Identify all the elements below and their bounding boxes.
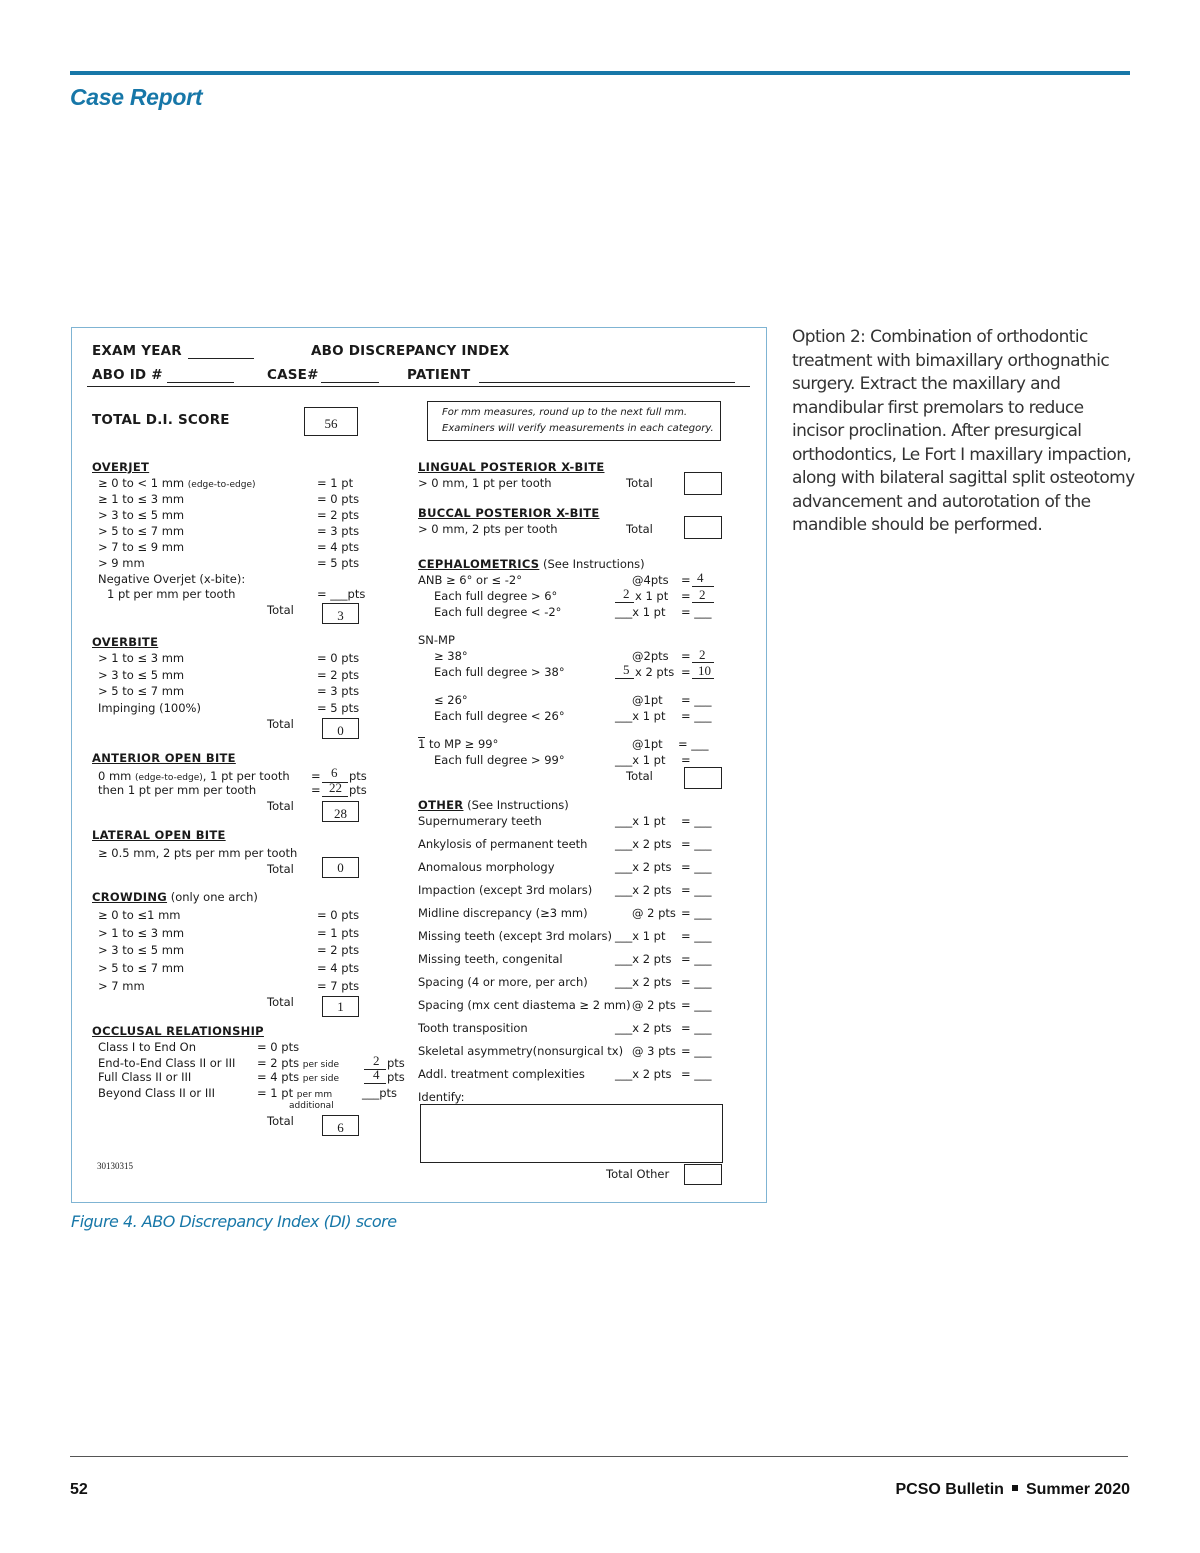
- occlusal-row: Full Class II or III: [98, 1070, 192, 1084]
- other-row: Impaction (except 3rd molars): [418, 883, 593, 897]
- occlusal-pts: = 0 pts: [257, 1040, 300, 1054]
- impa-each-label: Each full degree > 99°: [434, 753, 565, 767]
- overjet-row: > 7 to ≤ 9 mm: [98, 540, 185, 554]
- result-blank: = ___: [681, 814, 712, 828]
- impa-pts: @1pt: [632, 737, 663, 751]
- case-label: CASE#: [267, 367, 319, 383]
- total-label: Total: [267, 1114, 294, 1128]
- form-number: 30130315: [97, 1161, 133, 1171]
- overbite-pts: = 3 pts: [317, 684, 360, 698]
- total-di-box: [304, 407, 358, 436]
- occlusal-value: 2: [373, 1053, 380, 1068]
- result-blank: = ___: [678, 737, 709, 751]
- result-blank: = ___: [681, 929, 712, 943]
- occlusal-title: OCCLUSAL RELATIONSHIP: [92, 1024, 264, 1038]
- sn38-count: 5: [623, 662, 630, 677]
- form-title: ABO DISCREPANCY INDEX: [311, 343, 510, 359]
- occlusal-total-box: [322, 1115, 359, 1136]
- equals: =: [681, 589, 691, 603]
- overbite-title: OVERBITE: [92, 635, 159, 649]
- overjet-row: > 9 mm: [98, 556, 145, 570]
- result-blank: = ___: [681, 1021, 712, 1035]
- lob-total-box: [322, 857, 359, 878]
- overjet-total-value: 3: [337, 608, 344, 623]
- overjet-row: > 5 to ≤ 7 mm: [98, 524, 185, 538]
- overbite-row: > 1 to ≤ 3 mm: [98, 651, 185, 665]
- anterior-open-bite-line2: then 1 pt per mm per tooth: [98, 783, 257, 797]
- pts-label: pts: [349, 769, 367, 783]
- other-row: Spacing (4 or more, per arch): [418, 975, 588, 989]
- exam-year-label: EXAM YEAR: [92, 343, 182, 359]
- note-line-1: For mm measures, round up to the next full mm.: [442, 407, 688, 418]
- overjet-total-box: [322, 603, 359, 624]
- overjet-pts: = 2 pts: [317, 508, 360, 522]
- occlusal-total-value: 6: [337, 1120, 344, 1135]
- other-row: Addl. treatment complexities: [418, 1067, 585, 1081]
- other-multiplier: ___x 2 pts: [615, 860, 672, 874]
- overbite-row: Impinging (100%): [98, 701, 201, 715]
- buccal-title: BUCCAL POSTERIOR X-BITE: [418, 506, 600, 520]
- total-label: Total: [626, 476, 653, 490]
- crowding-pts: = 7 pts: [317, 979, 360, 993]
- overjet-title: OVERJET: [92, 460, 150, 474]
- footer-publication: [895, 1481, 1130, 1499]
- occlusal-blank: [364, 1083, 386, 1084]
- anterior-open-bite-title: ANTERIOR OPEN BITE: [92, 751, 236, 765]
- other-row: Midline discrepancy (≥3 mm): [418, 906, 588, 920]
- crowding-pts: = 4 pts: [317, 961, 360, 975]
- occlusal-additional: additional: [289, 1101, 334, 1111]
- other-multiplier: ___x 1 pt: [615, 929, 666, 943]
- lateral-open-bite-title: LATERAL OPEN BITE: [92, 828, 226, 842]
- crowding-pts: = 2 pts: [317, 943, 360, 957]
- crowding-pts: = 0 pts: [317, 908, 360, 922]
- issue-label: Summer 2020: [1025, 1481, 1130, 1498]
- result-blank: = ___: [681, 693, 712, 707]
- other-multiplier: @ 2 pts: [632, 998, 676, 1012]
- equals: =: [681, 665, 691, 679]
- other-multiplier: ___x 2 pts: [615, 952, 672, 966]
- other-multiplier: ___x 2 pts: [615, 975, 672, 989]
- overbite-total-value: 0: [337, 723, 344, 738]
- multiplier: x 2 pts: [635, 665, 675, 679]
- anb-lt-label: Each full degree < -2°: [434, 605, 562, 619]
- other-multiplier: ___x 2 pts: [615, 1067, 672, 1081]
- other-row: Missing teeth (except 3rd molars): [418, 929, 612, 943]
- equals: =: [311, 783, 321, 797]
- aob-total-box: [322, 801, 359, 822]
- pts-label: pts: [387, 1070, 405, 1084]
- intro-paragraph: Option 2: Combination of orthodontic treatment with bimaxillary orthognathic surgery. Extract the maxillary and mandibular first premolars to reduce incisor proclination. After presurgical orthodontics, Le Fort I maxillary impaction, along with bilateral sagittal split osteotomy advancement and autorotation of the mandible should be performed.: [792, 327, 1135, 535]
- total-other-label: Total Other: [606, 1167, 670, 1181]
- result-blank: = ___: [681, 837, 712, 851]
- other-multiplier: ___x 2 pts: [615, 837, 672, 851]
- overbite-pts: = 2 pts: [317, 668, 360, 682]
- total-label: Total: [626, 769, 653, 783]
- lingual-total-box: [684, 472, 722, 495]
- occlusal-row: Beyond Class II or III: [98, 1086, 215, 1100]
- other-row: Skeletal asymmetry(nonsurgical tx): [418, 1044, 624, 1058]
- sn26-pts: @1pt: [632, 693, 663, 707]
- other-multiplier: ___x 1 pt: [615, 814, 666, 828]
- aob-blank: [322, 796, 348, 797]
- overjet-pts: = 1 pt: [317, 476, 354, 490]
- sn26-label: ≤ 26°: [434, 693, 468, 707]
- sn38-each-label: Each full degree > 38°: [434, 665, 565, 679]
- lateral-open-bite-line: ≥ 0.5 mm, 2 pts per mm per tooth: [98, 846, 298, 860]
- equals: =: [681, 753, 691, 767]
- multiplier: ___x 1 pt: [615, 753, 666, 767]
- result-blank: = ___: [681, 709, 712, 723]
- measurement-note: [427, 401, 721, 441]
- lingual-title: LINGUAL POSTERIOR X-BITE: [418, 460, 605, 474]
- total-label: Total: [267, 603, 294, 617]
- total-label: Total: [267, 995, 294, 1009]
- overbite-total-box: [322, 718, 359, 739]
- equals: =: [681, 649, 691, 663]
- other-multiplier: ___x 2 pts: [615, 883, 672, 897]
- result-blank: = ___: [681, 1067, 712, 1081]
- impa-label: 1 to MP ≥ 99°: [418, 737, 499, 751]
- blank: [615, 602, 634, 603]
- total-other-box: [684, 1164, 722, 1185]
- crowding-row: > 7 mm: [98, 979, 145, 993]
- overjet-pts: = 5 pts: [317, 556, 360, 570]
- overjet-row: ≥ 0 to < 1 mm (edge-to-edge): [98, 476, 256, 490]
- overjet-row: ≥ 1 to ≤ 3 mm: [98, 492, 185, 506]
- negative-overjet-pts: = ___pts: [317, 587, 366, 601]
- pts-label: ___pts: [362, 1086, 398, 1100]
- lob-total-value: 0: [337, 860, 344, 875]
- anb-pts: @4pts: [632, 573, 669, 587]
- other-multiplier: @ 2 pts: [632, 906, 676, 920]
- patient-field: [479, 382, 735, 383]
- overjet-pts: = 0 pts: [317, 492, 360, 506]
- anb-label: ANB ≥ 6° or ≤ -2°: [418, 573, 522, 587]
- result-blank: = ___: [681, 952, 712, 966]
- anterior-open-bite-line: 0 mm (edge-to-edge), 1 pt per tooth: [98, 769, 290, 783]
- result-blank: = ___: [681, 605, 712, 619]
- abo-id-field: [167, 382, 234, 383]
- other-row: Missing teeth, congenital: [418, 952, 563, 966]
- buccal-line: > 0 mm, 2 pts per tooth: [418, 522, 558, 536]
- anb-gt-label: Each full degree > 6°: [434, 589, 558, 603]
- anb-gt-value: 2: [699, 587, 706, 602]
- crowding-row: > 3 to ≤ 5 mm: [98, 943, 185, 957]
- overjet-pts: = 4 pts: [317, 540, 360, 554]
- multiplier: x 1 pt: [635, 589, 669, 603]
- patient-label: PATIENT: [407, 367, 471, 383]
- multiplier: ___x 1 pt: [615, 709, 666, 723]
- sn38-label: ≥ 38°: [434, 649, 468, 663]
- other-multiplier: @ 3 pts: [632, 1044, 676, 1058]
- aob-value-2: 22: [329, 780, 342, 795]
- total-label: Total: [626, 522, 653, 536]
- blank: [615, 678, 634, 679]
- buccal-total-box: [684, 516, 722, 539]
- identify-label: Identify:: [418, 1090, 465, 1104]
- total-label: Total: [267, 862, 294, 876]
- ceph-title: CEPHALOMETRICS (See Instructions): [418, 557, 645, 571]
- crowding-pts: = 1 pts: [317, 926, 360, 940]
- anb-gt-count: 2: [623, 586, 630, 601]
- total-label: Total: [267, 799, 294, 813]
- overbite-pts: = 5 pts: [317, 701, 360, 715]
- section-header: Case Report: [70, 84, 203, 110]
- abo-id-label: ABO ID #: [92, 367, 163, 383]
- crowding-row: ≥ 0 to ≤1 mm: [98, 908, 181, 922]
- other-row: Anomalous morphology: [418, 860, 555, 874]
- multiplier: ___x 1 pt: [615, 605, 666, 619]
- note-line-2: Examiners will verify measurements in each category.: [442, 423, 714, 434]
- result-blank: = ___: [681, 860, 712, 874]
- page-number: 52: [70, 1481, 88, 1498]
- exam-year-field: [188, 358, 254, 359]
- occlusal-row: Class I to End On: [98, 1040, 197, 1054]
- identify-box: [420, 1104, 723, 1163]
- aob-total-value: 28: [334, 806, 347, 821]
- result-blank: = ___: [681, 975, 712, 989]
- other-row: Spacing (mx cent diastema ≥ 2 mm): [418, 998, 631, 1012]
- crowding-row: > 1 to ≤ 3 mm: [98, 926, 185, 940]
- header-rule: [87, 386, 750, 387]
- other-multiplier: ___x 2 pts: [615, 1021, 672, 1035]
- publication-name: PCSO Bulletin: [895, 1481, 1004, 1498]
- result-blank: = ___: [681, 906, 712, 920]
- result-blank: = ___: [681, 1044, 712, 1058]
- bottom-rule: [70, 1456, 1128, 1457]
- occlusal-value: 4: [373, 1067, 380, 1082]
- sn38-each-value: 10: [698, 663, 711, 678]
- overbite-pts: = 0 pts: [317, 651, 360, 665]
- overbite-row: > 5 to ≤ 7 mm: [98, 684, 185, 698]
- equals: =: [681, 573, 691, 587]
- total-label: Total: [267, 717, 294, 731]
- equals: =: [311, 769, 321, 783]
- other-row: Ankylosis of permanent teeth: [418, 837, 588, 851]
- pts-label: pts: [387, 1056, 405, 1070]
- sn26-each-label: Each full degree < 26°: [434, 709, 565, 723]
- negative-overjet-label: Negative Overjet (x-bite):: [98, 572, 246, 586]
- per-tooth-label: 1 pt per mm per tooth: [107, 587, 236, 601]
- blank: [692, 602, 714, 603]
- total-di-label: TOTAL D.I. SCORE: [92, 412, 230, 428]
- overbite-row: > 3 to ≤ 5 mm: [98, 668, 185, 682]
- occlusal-pts: = 1 pt per mm: [257, 1086, 333, 1100]
- pts-label: pts: [349, 783, 367, 797]
- separator-square-icon: [1012, 1485, 1018, 1491]
- crowding-row: > 5 to ≤ 7 mm: [98, 961, 185, 975]
- snmp-label: SN-MP: [418, 633, 455, 647]
- overjet-row: > 3 to ≤ 5 mm: [98, 508, 185, 522]
- result-blank: = ___: [681, 883, 712, 897]
- crowding-total-box: [322, 996, 359, 1017]
- total-di-value: 56: [324, 416, 338, 431]
- case-field: [321, 382, 379, 383]
- other-row: Tooth transposition: [418, 1021, 528, 1035]
- occlusal-pts: = 2 pts per side: [257, 1056, 339, 1070]
- ceph-total-box: [684, 767, 722, 789]
- blank: [692, 678, 714, 679]
- result-blank: = ___: [681, 998, 712, 1012]
- crowding-title: CROWDING (only one arch): [92, 890, 258, 904]
- crowding-total-value: 1: [337, 999, 344, 1014]
- sn38-pts: @2pts: [632, 649, 669, 663]
- anb-value: 4: [697, 570, 704, 585]
- overjet-pts: = 3 pts: [317, 524, 360, 538]
- lingual-line: > 0 mm, 1 pt per tooth: [418, 476, 552, 490]
- sn38-value: 2: [699, 647, 706, 662]
- other-title: OTHER (See Instructions): [418, 798, 569, 812]
- figure-caption: Figure 4. ABO Discrepancy Index (DI) score: [71, 1212, 397, 1231]
- occlusal-pts: = 4 pts per side: [257, 1070, 339, 1084]
- other-row: Supernumerary teeth: [418, 814, 542, 828]
- occlusal-row: End-to-End Class II or III: [98, 1056, 236, 1070]
- aob-value-1: 6: [331, 765, 338, 780]
